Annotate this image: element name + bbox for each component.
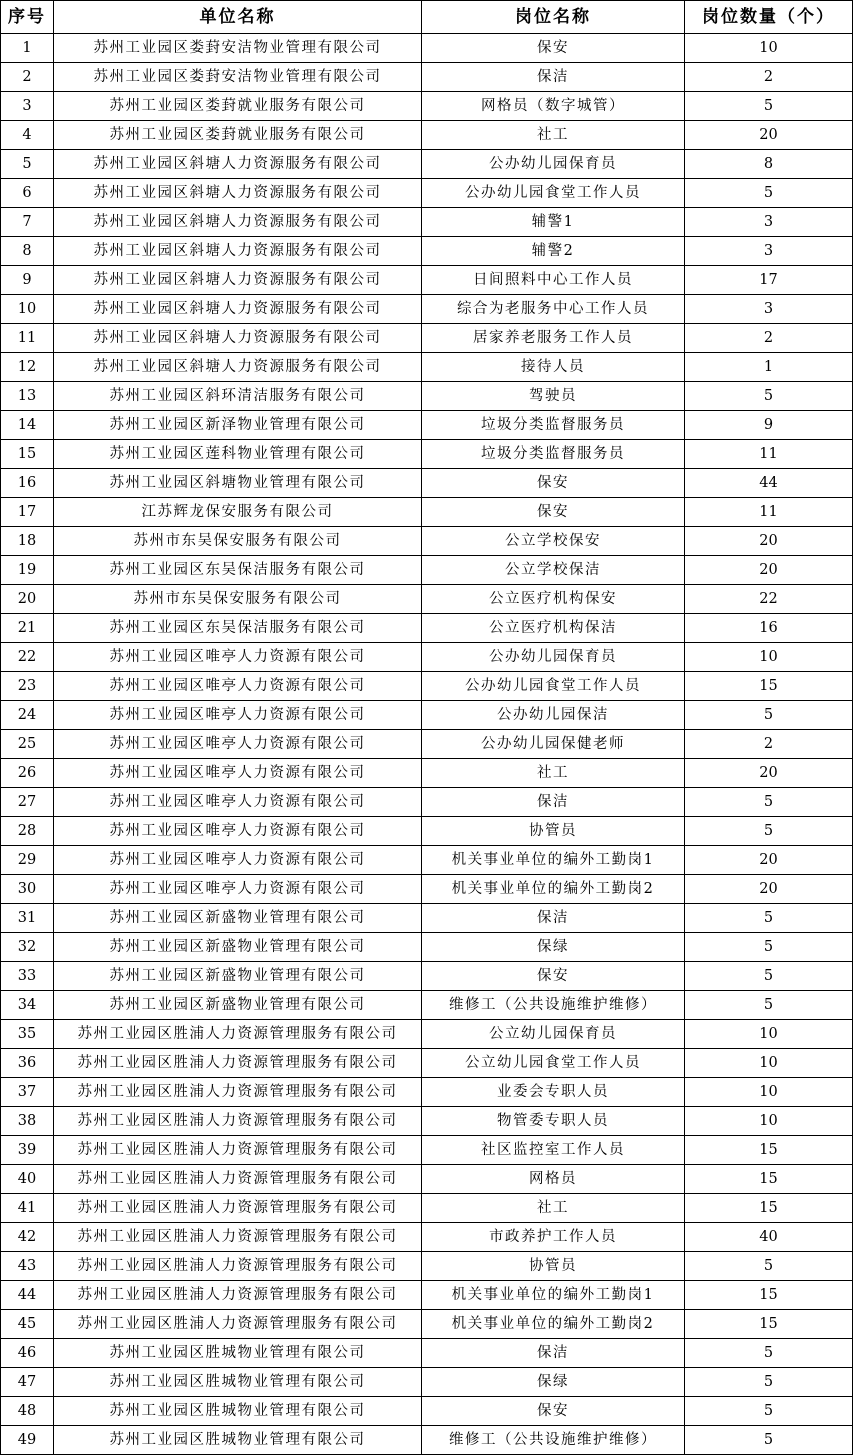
serial-number-cell: 21 bbox=[1, 614, 54, 643]
company-name-cell: 苏州工业园区胜城物业管理有限公司 bbox=[54, 1368, 422, 1397]
company-name-cell: 苏州工业园区唯亭人力资源有限公司 bbox=[54, 643, 422, 672]
position-count-cell: 17 bbox=[685, 266, 853, 295]
position-count-cell: 5 bbox=[685, 904, 853, 933]
company-name-cell: 苏州工业园区唯亭人力资源有限公司 bbox=[54, 875, 422, 904]
company-name-cell: 苏州工业园区东吴保洁服务有限公司 bbox=[54, 556, 422, 585]
company-name-cell: 苏州市东吴保安服务有限公司 bbox=[54, 585, 422, 614]
position-count-cell: 5 bbox=[685, 1339, 853, 1368]
company-name-cell: 苏州工业园区胜浦人力资源管理服务有限公司 bbox=[54, 1252, 422, 1281]
table-row bbox=[1, 411, 853, 440]
company-name-cell: 苏州工业园区唯亭人力资源有限公司 bbox=[54, 817, 422, 846]
table-row bbox=[1, 34, 853, 63]
company-name-cell: 苏州工业园区斜塘人力资源服务有限公司 bbox=[54, 237, 422, 266]
serial-number-cell: 38 bbox=[1, 1107, 54, 1136]
serial-number-cell: 5 bbox=[1, 150, 54, 179]
serial-number-cell: 41 bbox=[1, 1194, 54, 1223]
position-name-cell: 社工 bbox=[422, 1194, 685, 1223]
serial-number-cell: 29 bbox=[1, 846, 54, 875]
position-count-cell: 2 bbox=[685, 730, 853, 759]
position-count-cell: 11 bbox=[685, 498, 853, 527]
serial-number-cell: 4 bbox=[1, 121, 54, 150]
table-row bbox=[1, 353, 853, 382]
table-header-row bbox=[1, 1, 853, 34]
position-name-cell: 保洁 bbox=[422, 63, 685, 92]
company-name-cell: 苏州工业园区唯亭人力资源有限公司 bbox=[54, 759, 422, 788]
company-name-cell: 苏州工业园区莲科物业管理有限公司 bbox=[54, 440, 422, 469]
position-count-cell: 5 bbox=[685, 817, 853, 846]
position-name-cell: 保安 bbox=[422, 34, 685, 63]
serial-number-cell: 27 bbox=[1, 788, 54, 817]
table-row bbox=[1, 1049, 853, 1078]
serial-number-cell: 15 bbox=[1, 440, 54, 469]
table-row bbox=[1, 1281, 853, 1310]
position-name-cell: 保绿 bbox=[422, 933, 685, 962]
table-row bbox=[1, 933, 853, 962]
position-name-cell: 保洁 bbox=[422, 788, 685, 817]
position-count-cell: 3 bbox=[685, 295, 853, 324]
company-name-cell: 苏州工业园区唯亭人力资源有限公司 bbox=[54, 846, 422, 875]
position-name-cell: 公立医疗机构保洁 bbox=[422, 614, 685, 643]
position-count-cell: 15 bbox=[685, 1281, 853, 1310]
serial-number-cell: 32 bbox=[1, 933, 54, 962]
position-name-cell: 驾驶员 bbox=[422, 382, 685, 411]
position-name-cell: 公立幼儿园保育员 bbox=[422, 1020, 685, 1049]
table-row bbox=[1, 846, 853, 875]
serial-number-cell: 7 bbox=[1, 208, 54, 237]
position-name-cell: 机关事业单位的编外工勤岗1 bbox=[422, 1281, 685, 1310]
serial-number-cell: 35 bbox=[1, 1020, 54, 1049]
serial-number-cell: 48 bbox=[1, 1397, 54, 1426]
company-name-cell: 苏州工业园区新盛物业管理有限公司 bbox=[54, 933, 422, 962]
table-row bbox=[1, 498, 853, 527]
serial-number-cell: 30 bbox=[1, 875, 54, 904]
position-name-cell: 垃圾分类监督服务员 bbox=[422, 411, 685, 440]
position-name-cell: 网格员 bbox=[422, 1165, 685, 1194]
position-name-cell: 协管员 bbox=[422, 1252, 685, 1281]
company-name-cell: 苏州工业园区新盛物业管理有限公司 bbox=[54, 991, 422, 1020]
serial-number-cell: 44 bbox=[1, 1281, 54, 1310]
table-row bbox=[1, 382, 853, 411]
table-row bbox=[1, 237, 853, 266]
serial-number-cell: 40 bbox=[1, 1165, 54, 1194]
position-count-cell: 1 bbox=[685, 353, 853, 382]
position-count-cell: 20 bbox=[685, 875, 853, 904]
position-name-cell: 社工 bbox=[422, 759, 685, 788]
company-name-cell: 苏州工业园区新泽物业管理有限公司 bbox=[54, 411, 422, 440]
table-row bbox=[1, 324, 853, 353]
position-name-cell: 保安 bbox=[422, 1397, 685, 1426]
company-name-cell: 苏州工业园区胜浦人力资源管理服务有限公司 bbox=[54, 1049, 422, 1078]
serial-number-cell: 39 bbox=[1, 1136, 54, 1165]
position-count-cell: 20 bbox=[685, 556, 853, 585]
serial-number-cell: 31 bbox=[1, 904, 54, 933]
company-name-cell: 苏州工业园区斜环清洁服务有限公司 bbox=[54, 382, 422, 411]
company-name-cell: 苏州工业园区唯亭人力资源有限公司 bbox=[54, 701, 422, 730]
table-row bbox=[1, 556, 853, 585]
table-row bbox=[1, 1397, 853, 1426]
position-count-cell: 5 bbox=[685, 788, 853, 817]
position-count-cell: 10 bbox=[685, 1107, 853, 1136]
company-name-cell: 苏州工业园区胜浦人力资源管理服务有限公司 bbox=[54, 1136, 422, 1165]
company-name-cell: 苏州工业园区胜城物业管理有限公司 bbox=[54, 1339, 422, 1368]
position-name-cell: 维修工（公共设施维护维修） bbox=[422, 1426, 685, 1455]
position-count-cell: 40 bbox=[685, 1223, 853, 1252]
serial-number-cell: 45 bbox=[1, 1310, 54, 1339]
header-position-count: 岗位数量（个） bbox=[685, 1, 853, 34]
position-count-cell: 3 bbox=[685, 237, 853, 266]
position-name-cell: 保安 bbox=[422, 498, 685, 527]
table-row bbox=[1, 817, 853, 846]
position-count-cell: 8 bbox=[685, 150, 853, 179]
serial-number-cell: 36 bbox=[1, 1049, 54, 1078]
position-name-cell: 保洁 bbox=[422, 1339, 685, 1368]
company-name-cell: 苏州工业园区胜城物业管理有限公司 bbox=[54, 1426, 422, 1455]
serial-number-cell: 18 bbox=[1, 527, 54, 556]
serial-number-cell: 8 bbox=[1, 237, 54, 266]
position-name-cell: 公办幼儿园保洁 bbox=[422, 701, 685, 730]
position-name-cell: 公办幼儿园保育员 bbox=[422, 150, 685, 179]
table-row bbox=[1, 1368, 853, 1397]
position-name-cell: 辅警2 bbox=[422, 237, 685, 266]
position-count-cell: 10 bbox=[685, 1049, 853, 1078]
serial-number-cell: 26 bbox=[1, 759, 54, 788]
serial-number-cell: 34 bbox=[1, 991, 54, 1020]
company-name-cell: 苏州工业园区胜浦人力资源管理服务有限公司 bbox=[54, 1194, 422, 1223]
table-row bbox=[1, 1194, 853, 1223]
position-name-cell: 维修工（公共设施维护维修） bbox=[422, 991, 685, 1020]
company-name-cell: 江苏辉龙保安服务有限公司 bbox=[54, 498, 422, 527]
company-name-cell: 苏州工业园区斜塘人力资源服务有限公司 bbox=[54, 179, 422, 208]
serial-number-cell: 20 bbox=[1, 585, 54, 614]
company-name-cell: 苏州工业园区唯亭人力资源有限公司 bbox=[54, 730, 422, 759]
table-row bbox=[1, 1426, 853, 1455]
serial-number-cell: 12 bbox=[1, 353, 54, 382]
table-row bbox=[1, 1078, 853, 1107]
table-row bbox=[1, 643, 853, 672]
position-count-cell: 5 bbox=[685, 1252, 853, 1281]
position-name-cell: 辅警1 bbox=[422, 208, 685, 237]
company-name-cell: 苏州工业园区娄葑安洁物业管理有限公司 bbox=[54, 34, 422, 63]
serial-number-cell: 3 bbox=[1, 92, 54, 121]
serial-number-cell: 14 bbox=[1, 411, 54, 440]
position-name-cell: 居家养老服务工作人员 bbox=[422, 324, 685, 353]
company-name-cell: 苏州工业园区新盛物业管理有限公司 bbox=[54, 962, 422, 991]
position-count-cell: 44 bbox=[685, 469, 853, 498]
table-row bbox=[1, 585, 853, 614]
table-row bbox=[1, 295, 853, 324]
table-row bbox=[1, 701, 853, 730]
serial-number-cell: 17 bbox=[1, 498, 54, 527]
serial-number-cell: 43 bbox=[1, 1252, 54, 1281]
table-row bbox=[1, 1339, 853, 1368]
position-name-cell: 协管员 bbox=[422, 817, 685, 846]
position-count-cell: 16 bbox=[685, 614, 853, 643]
position-name-cell: 垃圾分类监督服务员 bbox=[422, 440, 685, 469]
serial-number-cell: 16 bbox=[1, 469, 54, 498]
table-row bbox=[1, 1310, 853, 1339]
table-row bbox=[1, 121, 853, 150]
position-name-cell: 机关事业单位的编外工勤岗2 bbox=[422, 1310, 685, 1339]
position-name-cell: 公立学校保安 bbox=[422, 527, 685, 556]
table-row bbox=[1, 875, 853, 904]
table-body bbox=[1, 34, 853, 1455]
position-count-cell: 9 bbox=[685, 411, 853, 440]
position-count-cell: 5 bbox=[685, 1397, 853, 1426]
position-count-cell: 5 bbox=[685, 701, 853, 730]
table-row bbox=[1, 1107, 853, 1136]
company-name-cell: 苏州工业园区胜浦人力资源管理服务有限公司 bbox=[54, 1020, 422, 1049]
position-name-cell: 接待人员 bbox=[422, 353, 685, 382]
position-name-cell: 社工 bbox=[422, 121, 685, 150]
header-position-name: 岗位名称 bbox=[422, 1, 685, 34]
company-name-cell: 苏州工业园区胜城物业管理有限公司 bbox=[54, 1397, 422, 1426]
table-row bbox=[1, 1223, 853, 1252]
serial-number-cell: 42 bbox=[1, 1223, 54, 1252]
company-name-cell: 苏州工业园区斜塘人力资源服务有限公司 bbox=[54, 208, 422, 237]
company-name-cell: 苏州工业园区娄葑安洁物业管理有限公司 bbox=[54, 63, 422, 92]
company-name-cell: 苏州工业园区唯亭人力资源有限公司 bbox=[54, 672, 422, 701]
serial-number-cell: 1 bbox=[1, 34, 54, 63]
position-count-cell: 10 bbox=[685, 643, 853, 672]
position-name-cell: 日间照料中心工作人员 bbox=[422, 266, 685, 295]
position-name-cell: 公立幼儿园食堂工作人员 bbox=[422, 1049, 685, 1078]
serial-number-cell: 2 bbox=[1, 63, 54, 92]
table-row bbox=[1, 1252, 853, 1281]
table-row bbox=[1, 266, 853, 295]
serial-number-cell: 23 bbox=[1, 672, 54, 701]
serial-number-cell: 37 bbox=[1, 1078, 54, 1107]
company-name-cell: 苏州工业园区斜塘人力资源服务有限公司 bbox=[54, 324, 422, 353]
company-name-cell: 苏州工业园区胜浦人力资源管理服务有限公司 bbox=[54, 1107, 422, 1136]
position-name-cell: 保安 bbox=[422, 962, 685, 991]
table-row bbox=[1, 991, 853, 1020]
company-name-cell: 苏州工业园区斜塘人力资源服务有限公司 bbox=[54, 353, 422, 382]
position-name-cell: 公立学校保洁 bbox=[422, 556, 685, 585]
position-count-cell: 10 bbox=[685, 1078, 853, 1107]
serial-number-cell: 47 bbox=[1, 1368, 54, 1397]
company-name-cell: 苏州工业园区斜塘人力资源服务有限公司 bbox=[54, 295, 422, 324]
position-count-cell: 11 bbox=[685, 440, 853, 469]
table-row bbox=[1, 614, 853, 643]
table-row bbox=[1, 469, 853, 498]
position-name-cell: 综合为老服务中心工作人员 bbox=[422, 295, 685, 324]
company-name-cell: 苏州工业园区斜塘人力资源服务有限公司 bbox=[54, 266, 422, 295]
position-name-cell: 机关事业单位的编外工勤岗2 bbox=[422, 875, 685, 904]
header-company-name: 单位名称 bbox=[54, 1, 422, 34]
table-row bbox=[1, 672, 853, 701]
serial-number-cell: 13 bbox=[1, 382, 54, 411]
company-name-cell: 苏州工业园区胜浦人力资源管理服务有限公司 bbox=[54, 1223, 422, 1252]
position-name-cell: 公办幼儿园保健老师 bbox=[422, 730, 685, 759]
position-count-cell: 15 bbox=[685, 1194, 853, 1223]
serial-number-cell: 11 bbox=[1, 324, 54, 353]
position-count-cell: 5 bbox=[685, 933, 853, 962]
position-count-cell: 20 bbox=[685, 846, 853, 875]
position-name-cell: 公办幼儿园食堂工作人员 bbox=[422, 672, 685, 701]
table-row bbox=[1, 179, 853, 208]
serial-number-cell: 25 bbox=[1, 730, 54, 759]
company-name-cell: 苏州工业园区斜塘人力资源服务有限公司 bbox=[54, 150, 422, 179]
position-count-cell: 15 bbox=[685, 1310, 853, 1339]
position-name-cell: 物管委专职人员 bbox=[422, 1107, 685, 1136]
position-count-cell: 5 bbox=[685, 382, 853, 411]
serial-number-cell: 10 bbox=[1, 295, 54, 324]
table-row bbox=[1, 759, 853, 788]
company-name-cell: 苏州工业园区娄葑就业服务有限公司 bbox=[54, 92, 422, 121]
serial-number-cell: 19 bbox=[1, 556, 54, 585]
position-count-cell: 20 bbox=[685, 527, 853, 556]
position-name-cell: 业委会专职人员 bbox=[422, 1078, 685, 1107]
table-row bbox=[1, 440, 853, 469]
position-name-cell: 公办幼儿园食堂工作人员 bbox=[422, 179, 685, 208]
position-name-cell: 社区监控室工作人员 bbox=[422, 1136, 685, 1165]
position-name-cell: 保洁 bbox=[422, 904, 685, 933]
serial-number-cell: 28 bbox=[1, 817, 54, 846]
position-count-cell: 20 bbox=[685, 759, 853, 788]
position-count-cell: 20 bbox=[685, 121, 853, 150]
company-name-cell: 苏州工业园区胜浦人力资源管理服务有限公司 bbox=[54, 1310, 422, 1339]
position-count-cell: 5 bbox=[685, 962, 853, 991]
company-name-cell: 苏州工业园区唯亭人力资源有限公司 bbox=[54, 788, 422, 817]
position-count-cell: 2 bbox=[685, 63, 853, 92]
serial-number-cell: 24 bbox=[1, 701, 54, 730]
position-count-cell: 5 bbox=[685, 92, 853, 121]
table-row bbox=[1, 904, 853, 933]
position-name-cell: 公办幼儿园保育员 bbox=[422, 643, 685, 672]
serial-number-cell: 6 bbox=[1, 179, 54, 208]
company-name-cell: 苏州工业园区娄葑就业服务有限公司 bbox=[54, 121, 422, 150]
table-row bbox=[1, 527, 853, 556]
position-count-cell: 10 bbox=[685, 34, 853, 63]
company-name-cell: 苏州工业园区胜浦人力资源管理服务有限公司 bbox=[54, 1281, 422, 1310]
position-count-cell: 15 bbox=[685, 672, 853, 701]
serial-number-cell: 33 bbox=[1, 962, 54, 991]
table-row bbox=[1, 63, 853, 92]
serial-number-cell: 46 bbox=[1, 1339, 54, 1368]
company-name-cell: 苏州工业园区东吴保洁服务有限公司 bbox=[54, 614, 422, 643]
position-count-cell: 5 bbox=[685, 1426, 853, 1455]
serial-number-cell: 49 bbox=[1, 1426, 54, 1455]
table-row bbox=[1, 730, 853, 759]
table-row bbox=[1, 150, 853, 179]
table-row bbox=[1, 1020, 853, 1049]
company-name-cell: 苏州工业园区新盛物业管理有限公司 bbox=[54, 904, 422, 933]
position-name-cell: 保安 bbox=[422, 469, 685, 498]
table-row bbox=[1, 208, 853, 237]
table-row bbox=[1, 788, 853, 817]
position-count-cell: 22 bbox=[685, 585, 853, 614]
position-count-cell: 5 bbox=[685, 179, 853, 208]
position-count-cell: 5 bbox=[685, 991, 853, 1020]
table-row bbox=[1, 1165, 853, 1194]
position-count-cell: 10 bbox=[685, 1020, 853, 1049]
table-row bbox=[1, 92, 853, 121]
position-count-cell: 5 bbox=[685, 1368, 853, 1397]
position-count-cell: 3 bbox=[685, 208, 853, 237]
company-name-cell: 苏州工业园区胜浦人力资源管理服务有限公司 bbox=[54, 1078, 422, 1107]
position-count-cell: 15 bbox=[685, 1165, 853, 1194]
position-name-cell: 市政养护工作人员 bbox=[422, 1223, 685, 1252]
company-name-cell: 苏州工业园区胜浦人力资源管理服务有限公司 bbox=[54, 1165, 422, 1194]
position-count-cell: 2 bbox=[685, 324, 853, 353]
position-name-cell: 网格员（数字城管） bbox=[422, 92, 685, 121]
serial-number-cell: 22 bbox=[1, 643, 54, 672]
company-name-cell: 苏州市东吴保安服务有限公司 bbox=[54, 527, 422, 556]
position-name-cell: 保绿 bbox=[422, 1368, 685, 1397]
position-name-cell: 机关事业单位的编外工勤岗1 bbox=[422, 846, 685, 875]
position-name-cell: 公立医疗机构保安 bbox=[422, 585, 685, 614]
position-count-cell: 15 bbox=[685, 1136, 853, 1165]
table-row bbox=[1, 1136, 853, 1165]
header-serial-number: 序号 bbox=[1, 1, 54, 34]
table-row bbox=[1, 962, 853, 991]
company-name-cell: 苏州工业园区斜塘物业管理有限公司 bbox=[54, 469, 422, 498]
serial-number-cell: 9 bbox=[1, 266, 54, 295]
